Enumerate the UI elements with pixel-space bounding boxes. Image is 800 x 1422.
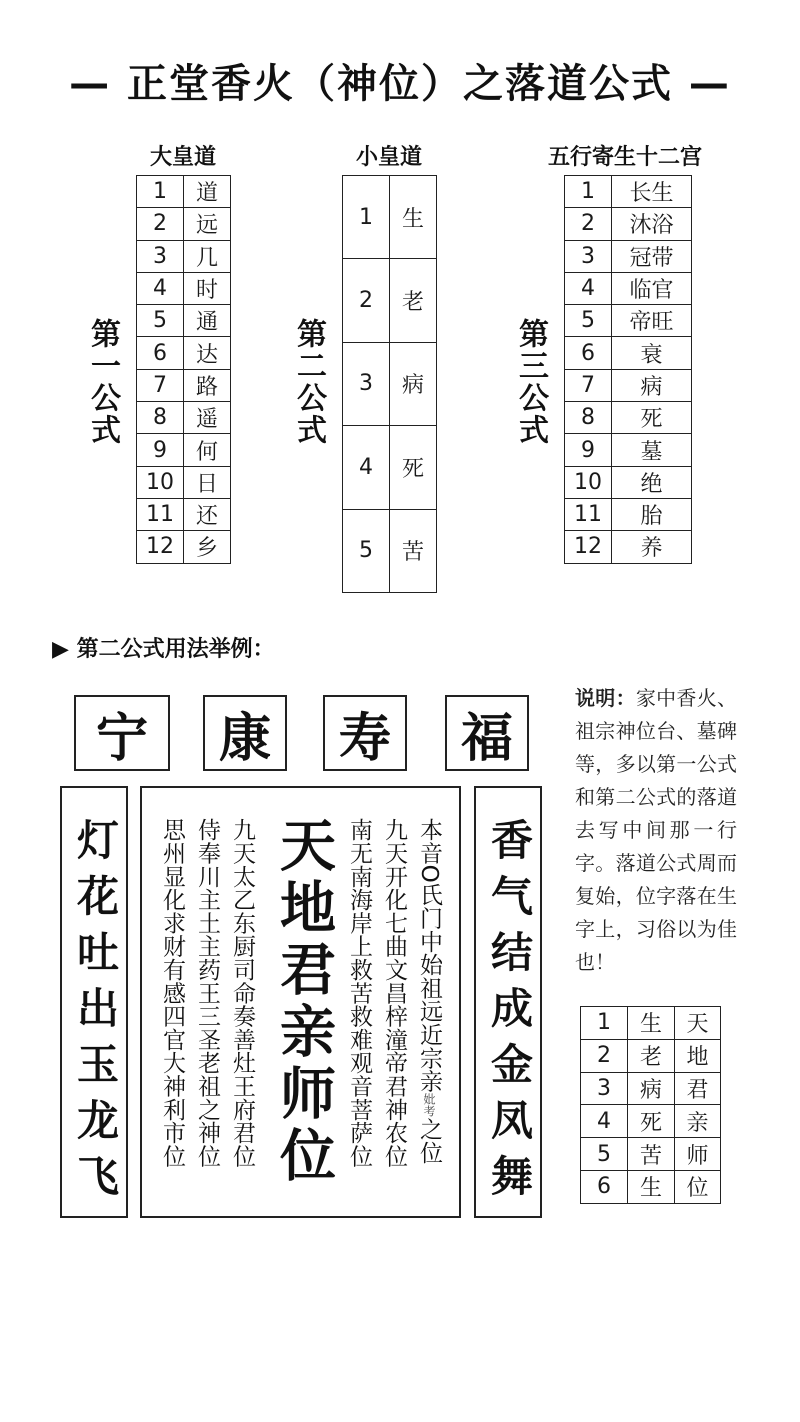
mini-cell: 位 bbox=[675, 1170, 721, 1203]
formula3-cell: 4 bbox=[565, 272, 612, 304]
formula2-cell: 生 bbox=[390, 176, 437, 259]
mini-table bbox=[580, 1006, 721, 1204]
formula1-row bbox=[137, 240, 231, 272]
example-heading: ▶ 第二公式用法举例： bbox=[52, 637, 275, 662]
center-col-1 bbox=[417, 818, 440, 1164]
formula1-cell: 7 bbox=[137, 369, 184, 401]
mini-cell: 君 bbox=[675, 1072, 721, 1105]
top-char-3: 寿 bbox=[323, 695, 407, 771]
formula3-cell: 墓 bbox=[612, 434, 692, 466]
formula3-cell: 帝旺 bbox=[612, 305, 692, 337]
right-couplet: 香气结成金凤舞 bbox=[485, 818, 534, 1210]
center-panel bbox=[140, 786, 461, 1218]
formula1-cell: 5 bbox=[137, 305, 184, 337]
mini-row bbox=[581, 1007, 721, 1040]
note bbox=[575, 682, 737, 979]
formula3-cell: 胎 bbox=[612, 498, 692, 530]
formula3-cell: 沐浴 bbox=[612, 208, 692, 240]
formula3-row bbox=[565, 240, 692, 272]
formula3-row bbox=[565, 208, 692, 240]
center-col-1-b: 之位 bbox=[416, 1117, 442, 1164]
top-char-1: 宁 bbox=[74, 695, 170, 771]
formula3-cell: 6 bbox=[565, 337, 612, 369]
formula3-cell: 绝 bbox=[612, 466, 692, 498]
formula2-cell: 病 bbox=[390, 342, 437, 425]
formula3-row bbox=[565, 531, 692, 563]
formula1-cell: 12 bbox=[137, 531, 184, 563]
mini-cell: 生 bbox=[628, 1007, 675, 1040]
formula1-cell: 几 bbox=[184, 240, 231, 272]
center-col-3: 南无南海岸上救苦救难观音菩萨位 bbox=[346, 818, 372, 1168]
formula3-cell: 8 bbox=[565, 402, 612, 434]
left-couplet-box bbox=[60, 786, 128, 1218]
mini-cell: 1 bbox=[581, 1007, 628, 1040]
formula1-row bbox=[137, 337, 231, 369]
formula2-cell: 2 bbox=[343, 259, 390, 342]
formula1-cell: 9 bbox=[137, 434, 184, 466]
formula1-cell: 6 bbox=[137, 337, 184, 369]
formula2-row bbox=[343, 176, 437, 259]
left-couplet: 灯花吐出玉龙飞 bbox=[71, 818, 120, 1210]
formula3-table bbox=[564, 175, 692, 564]
formula1-cell: 远 bbox=[184, 208, 231, 240]
formula3-cell: 长生 bbox=[612, 176, 692, 208]
page-title: — 正堂香火（神位）之落道公式 — bbox=[69, 61, 731, 107]
formula3-row bbox=[565, 434, 692, 466]
formula1-cell: 1 bbox=[137, 176, 184, 208]
formula3-row bbox=[565, 402, 692, 434]
formula3-row bbox=[565, 176, 692, 208]
mini-cell: 亲 bbox=[675, 1105, 721, 1138]
formula3-cell: 1 bbox=[565, 176, 612, 208]
formula2-cell: 死 bbox=[390, 426, 437, 509]
note-text: 家中香火、祖宗神位台、墓碑等，多以第一公式和第二公式的落道去写中间那一行字。落道公式周而复始，位字落在生字上，习俗以为佳也！ bbox=[575, 686, 738, 974]
center-col-5: 九天太乙东厨司命奏善灶王府君位 bbox=[229, 818, 255, 1168]
formula3-cell: 12 bbox=[565, 531, 612, 563]
formula1-row bbox=[137, 176, 231, 208]
formula3-row bbox=[565, 498, 692, 530]
formula1-cell: 3 bbox=[137, 240, 184, 272]
formula3-cell: 5 bbox=[565, 305, 612, 337]
mini-cell: 6 bbox=[581, 1170, 628, 1203]
formula2-cell: 1 bbox=[343, 176, 390, 259]
mini-cell: 2 bbox=[581, 1039, 628, 1072]
formula3-cell: 病 bbox=[612, 369, 692, 401]
mini-cell: 病 bbox=[628, 1072, 675, 1105]
formula1-header: 大皇道 bbox=[149, 145, 216, 170]
formula1-row bbox=[137, 434, 231, 466]
center-col-1-a: 本音O氏门中始祖远近宗亲 bbox=[416, 818, 442, 1093]
mini-cell: 地 bbox=[675, 1039, 721, 1072]
mini-cell: 苦 bbox=[628, 1138, 675, 1171]
center-col-2: 九天开化七曲文昌梓潼帝君神农位 bbox=[381, 818, 407, 1168]
formula3-row bbox=[565, 305, 692, 337]
formula2-cell: 老 bbox=[390, 259, 437, 342]
right-couplet-box bbox=[474, 786, 542, 1218]
center-col-main: 天地君亲师位 bbox=[271, 816, 336, 1188]
formula1-cell: 达 bbox=[184, 337, 231, 369]
mini-cell: 3 bbox=[581, 1072, 628, 1105]
note-label: 说明： bbox=[575, 686, 636, 710]
formula1-cell: 道 bbox=[184, 176, 231, 208]
formula1-row bbox=[137, 272, 231, 304]
mini-row bbox=[581, 1170, 721, 1203]
formula1-cell: 4 bbox=[137, 272, 184, 304]
mini-row bbox=[581, 1138, 721, 1171]
formula2-row bbox=[343, 342, 437, 425]
formula2-cell: 苦 bbox=[390, 509, 437, 592]
formula1-cell: 还 bbox=[184, 498, 231, 530]
formula1-cell: 10 bbox=[137, 466, 184, 498]
formula3-cell: 3 bbox=[565, 240, 612, 272]
formula2-header: 小皇道 bbox=[355, 145, 422, 170]
formula3-cell: 11 bbox=[565, 498, 612, 530]
formula3-label: 第三公式 bbox=[513, 318, 548, 446]
formula2-row bbox=[343, 426, 437, 509]
formula3-cell: 冠带 bbox=[612, 240, 692, 272]
formula1-cell: 11 bbox=[137, 498, 184, 530]
formula2-cell: 4 bbox=[343, 426, 390, 509]
formula1-cell: 乡 bbox=[184, 531, 231, 563]
center-col-1-small: 妣考 bbox=[422, 1092, 436, 1118]
formula3-cell: 衰 bbox=[612, 337, 692, 369]
formula1-row bbox=[137, 305, 231, 337]
formula1-cell: 路 bbox=[184, 369, 231, 401]
formula1-cell: 时 bbox=[184, 272, 231, 304]
formula1-table bbox=[136, 175, 231, 564]
formula1-cell: 遥 bbox=[184, 402, 231, 434]
top-char-4: 福 bbox=[445, 695, 529, 771]
mini-cell: 天 bbox=[675, 1007, 721, 1040]
formula1-row bbox=[137, 208, 231, 240]
formula2-label: 第二公式 bbox=[291, 318, 326, 446]
formula1-row bbox=[137, 466, 231, 498]
formula1-row bbox=[137, 498, 231, 530]
formula2-row bbox=[343, 259, 437, 342]
center-col-6: 侍奉川主土主药王三圣老祖之神位 bbox=[194, 818, 220, 1168]
formula1-cell: 2 bbox=[137, 208, 184, 240]
formula2-cell: 3 bbox=[343, 342, 390, 425]
formula3-cell: 9 bbox=[565, 434, 612, 466]
mini-cell: 师 bbox=[675, 1138, 721, 1171]
formula3-cell: 10 bbox=[565, 466, 612, 498]
formula3-row bbox=[565, 272, 692, 304]
formula3-cell: 死 bbox=[612, 402, 692, 434]
formula3-row bbox=[565, 466, 692, 498]
formula2-cell: 5 bbox=[343, 509, 390, 592]
top-char-2: 康 bbox=[203, 695, 287, 771]
mini-cell: 死 bbox=[628, 1105, 675, 1138]
formula1-cell: 8 bbox=[137, 402, 184, 434]
formula3-row bbox=[565, 369, 692, 401]
mini-row bbox=[581, 1039, 721, 1072]
mini-row bbox=[581, 1105, 721, 1138]
mini-row bbox=[581, 1072, 721, 1105]
formula1-cell: 何 bbox=[184, 434, 231, 466]
formula1-row bbox=[137, 402, 231, 434]
center-col-7: 思州显化求财有感四官大神利市位 bbox=[159, 818, 185, 1168]
formula3-cell: 2 bbox=[565, 208, 612, 240]
mini-cell: 生 bbox=[628, 1170, 675, 1203]
mini-cell: 老 bbox=[628, 1039, 675, 1072]
mini-cell: 4 bbox=[581, 1105, 628, 1138]
formula3-cell: 养 bbox=[612, 531, 692, 563]
formula3-cell: 7 bbox=[565, 369, 612, 401]
formula3-header: 五行寄生十二宫 bbox=[547, 145, 702, 170]
formula1-cell: 日 bbox=[184, 466, 231, 498]
formula3-cell: 临官 bbox=[612, 272, 692, 304]
formula2-row bbox=[343, 509, 437, 592]
formula1-row bbox=[137, 531, 231, 563]
formula1-label: 第一公式 bbox=[85, 318, 120, 446]
mini-cell: 5 bbox=[581, 1138, 628, 1171]
formula1-row bbox=[137, 369, 231, 401]
formula3-row bbox=[565, 337, 692, 369]
formula1-cell: 通 bbox=[184, 305, 231, 337]
formula2-table bbox=[342, 175, 437, 593]
